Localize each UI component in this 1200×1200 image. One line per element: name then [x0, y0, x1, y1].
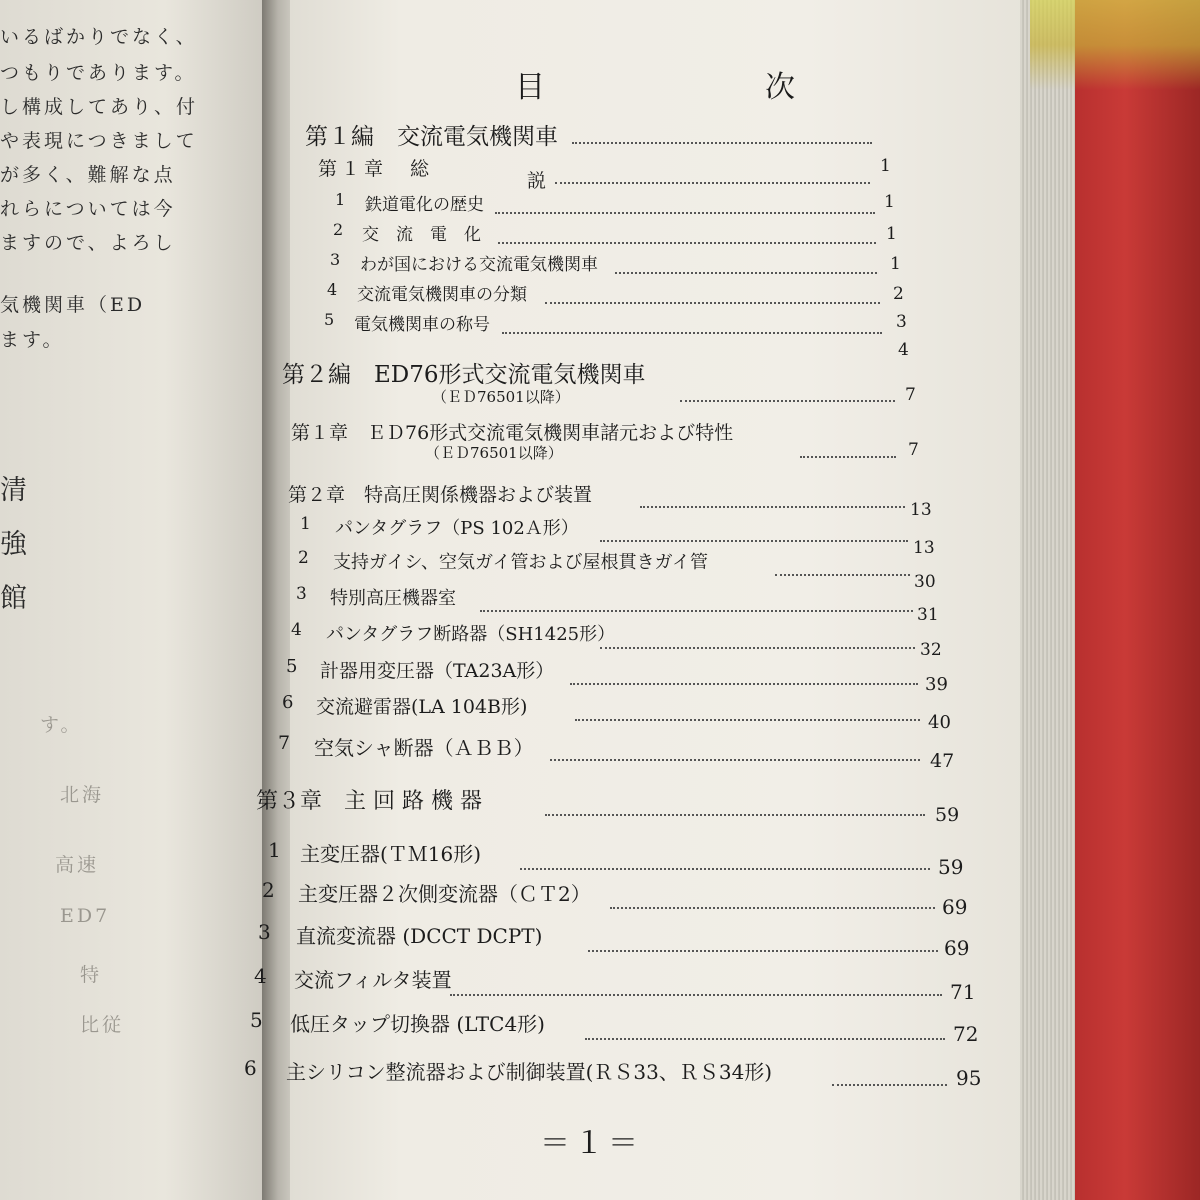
section-number: 2: [333, 220, 344, 239]
left-text-line: し構成してあり、付: [0, 96, 199, 118]
toc-section-2-5: 計器用変圧器（TA23A形）: [320, 660, 555, 682]
page-number: 31: [917, 605, 939, 625]
left-text-line: 高速: [55, 854, 100, 876]
toc-section-3-3: 直流変流器 (DCCT DCPT): [296, 924, 543, 948]
page-number: 1: [886, 224, 897, 244]
page-number: 47: [930, 750, 955, 772]
leader-dots: [550, 757, 920, 761]
toc-section-1-4: 交流電気機関車の分類: [357, 285, 527, 305]
page-number: 4: [898, 340, 909, 360]
toc-section-2-4: パンタグラフ断路器（SH1425形）: [326, 624, 616, 645]
left-text-line: 強: [0, 529, 29, 560]
toc-section-2-7: 空気シャ断器（ＡＢＢ）: [314, 736, 534, 760]
toc-section-2-3: 特別高圧機器室: [330, 588, 456, 609]
left-text-line: ます。: [0, 329, 65, 351]
chapter-2-1-subtitle: （ＥＤ76501以降）: [425, 444, 563, 462]
page-number: 3: [896, 312, 907, 332]
section-number: 6: [244, 1056, 257, 1080]
page-number: 39: [925, 674, 948, 695]
section-number: 3: [296, 584, 307, 604]
left-text-line: す。: [40, 714, 83, 736]
page-footer-number: ＝１＝: [540, 1126, 642, 1161]
toc-section-3-4: 交流フィルタ装置: [294, 968, 452, 992]
section-number: 2: [262, 878, 275, 902]
leader-dots: [680, 398, 895, 402]
toc-section-3-2: 主変圧器２次側変流器（ＣＴ2）: [298, 882, 591, 906]
left-text-line: 特: [80, 964, 103, 986]
left-text-line: れらについては今: [0, 198, 176, 220]
leader-dots: [615, 270, 877, 274]
section-number: 2: [298, 548, 309, 568]
section-number: 5: [250, 1008, 263, 1032]
left-text-line: 北海: [60, 784, 105, 806]
leader-dots: [600, 645, 915, 649]
book-cover: [1075, 0, 1200, 1200]
leader-dots: [575, 717, 920, 721]
toc-chapter-1-1-label2: 説: [527, 170, 547, 192]
section-number: 1: [268, 838, 281, 862]
section-number: 4: [254, 964, 267, 988]
left-text-line: つもりであります。: [0, 62, 197, 84]
toc-section-3-6: 主シリコン整流器および制御装置(ＲＳ33、ＲＳ34形): [286, 1060, 773, 1084]
leader-dots: [610, 905, 935, 909]
left-text-line: 気機関車（ED: [0, 294, 146, 316]
section-number: 1: [300, 514, 311, 534]
section-number: 3: [258, 920, 271, 944]
page-number: 40: [928, 712, 951, 733]
left-page: [0, 0, 275, 1200]
page-number: 7: [908, 440, 919, 460]
part-2-heading: 第２編 ED76形式交流電気機関車: [282, 362, 646, 388]
left-text-line: や表現につきまして: [0, 130, 198, 152]
toc-section-3-1: 主変圧器(ＴＭ16形): [300, 842, 482, 866]
leader-dots: [600, 538, 908, 542]
page-number: 1: [884, 192, 895, 212]
section-number: 6: [282, 692, 294, 713]
leader-dots: [495, 210, 875, 214]
part-1-heading: 第１編 交流電気機関車: [305, 124, 558, 150]
leader-dots: [545, 812, 925, 816]
toc-section-1-3: わが国における交流電気機関車: [360, 255, 598, 275]
page-number: 59: [938, 855, 964, 879]
leader-dots: [588, 948, 938, 952]
left-text-line: 館: [0, 583, 29, 614]
leader-dots: [450, 992, 942, 996]
page-number: 2: [893, 284, 904, 304]
section-number: 1: [335, 190, 346, 209]
leader-dots: [640, 504, 905, 508]
left-text-line: いるばかりでなく、: [0, 26, 198, 48]
page-number: 69: [942, 895, 968, 919]
section-number: 5: [324, 310, 335, 329]
left-text-line: ED7: [60, 905, 111, 927]
leader-dots: [800, 454, 896, 458]
left-text-line: が多く、難解な点: [0, 164, 176, 186]
section-number: 4: [327, 280, 338, 299]
leader-dots: [520, 866, 930, 870]
section-number: 3: [330, 250, 341, 269]
section-number: 4: [291, 620, 302, 640]
toc-chapter-2-3: 第３章 主 回 路 機 器: [256, 789, 482, 814]
page-number: 7: [905, 385, 916, 405]
page-number: 32: [920, 640, 942, 660]
page-number: 1: [890, 254, 901, 274]
leader-dots: [572, 140, 872, 144]
leader-dots: [570, 681, 918, 685]
page-number: 69: [944, 936, 970, 960]
page-edges: [1020, 0, 1075, 1200]
leader-dots: [585, 1036, 945, 1040]
toc-section-3-5: 低圧タップ切換器 (LTC4形): [290, 1012, 545, 1036]
left-text-line: 清: [0, 475, 29, 506]
leader-dots: [498, 240, 876, 244]
leader-dots: [480, 608, 913, 612]
page-number: 30: [914, 572, 936, 592]
leader-dots: [555, 180, 870, 184]
cover-top-band: [1030, 0, 1200, 90]
leader-dots: [832, 1082, 947, 1086]
page-number: 13: [910, 500, 932, 520]
leader-dots: [775, 572, 910, 576]
section-number: 5: [286, 656, 298, 677]
toc-section-1-2: 交 流 電 化: [362, 225, 481, 245]
toc-section-2-6: 交流避雷器(LA 104B形): [316, 696, 528, 718]
page-number: 1: [880, 156, 891, 176]
part-2-subtitle: （ＥＤ76501以降）: [432, 388, 570, 406]
page-number: 72: [953, 1022, 979, 1046]
toc-chapter-2-1: 第１章 ＥＤ76形式交流電気機関車諸元および特性: [291, 422, 734, 444]
toc-section-2-2: 支持ガイシ、空気ガイ管および屋根貫きガイ管: [333, 552, 708, 573]
page-number: 71: [950, 980, 976, 1004]
toc-section-1-1: 鉄道電化の歴史: [365, 195, 484, 215]
page-number: 95: [956, 1066, 982, 1090]
toc-section-2-1: パンタグラフ（PS 102Ａ形）: [335, 518, 579, 539]
page-number: 13: [913, 538, 935, 558]
toc-section-1-5: 電気機関車の称号: [354, 315, 490, 335]
page-number: 59: [935, 804, 960, 826]
leader-dots: [502, 330, 882, 334]
left-text-line: ますので、よろし: [0, 232, 176, 254]
left-text-line: 比従: [80, 1014, 125, 1036]
section-number: 7: [278, 732, 291, 754]
leader-dots: [545, 300, 880, 304]
page-title: 目 次: [515, 70, 890, 105]
toc-chapter-2-2: 第２章 特高圧関係機器および装置: [288, 484, 593, 506]
toc-chapter-1-1: 第１章 総: [318, 158, 434, 180]
